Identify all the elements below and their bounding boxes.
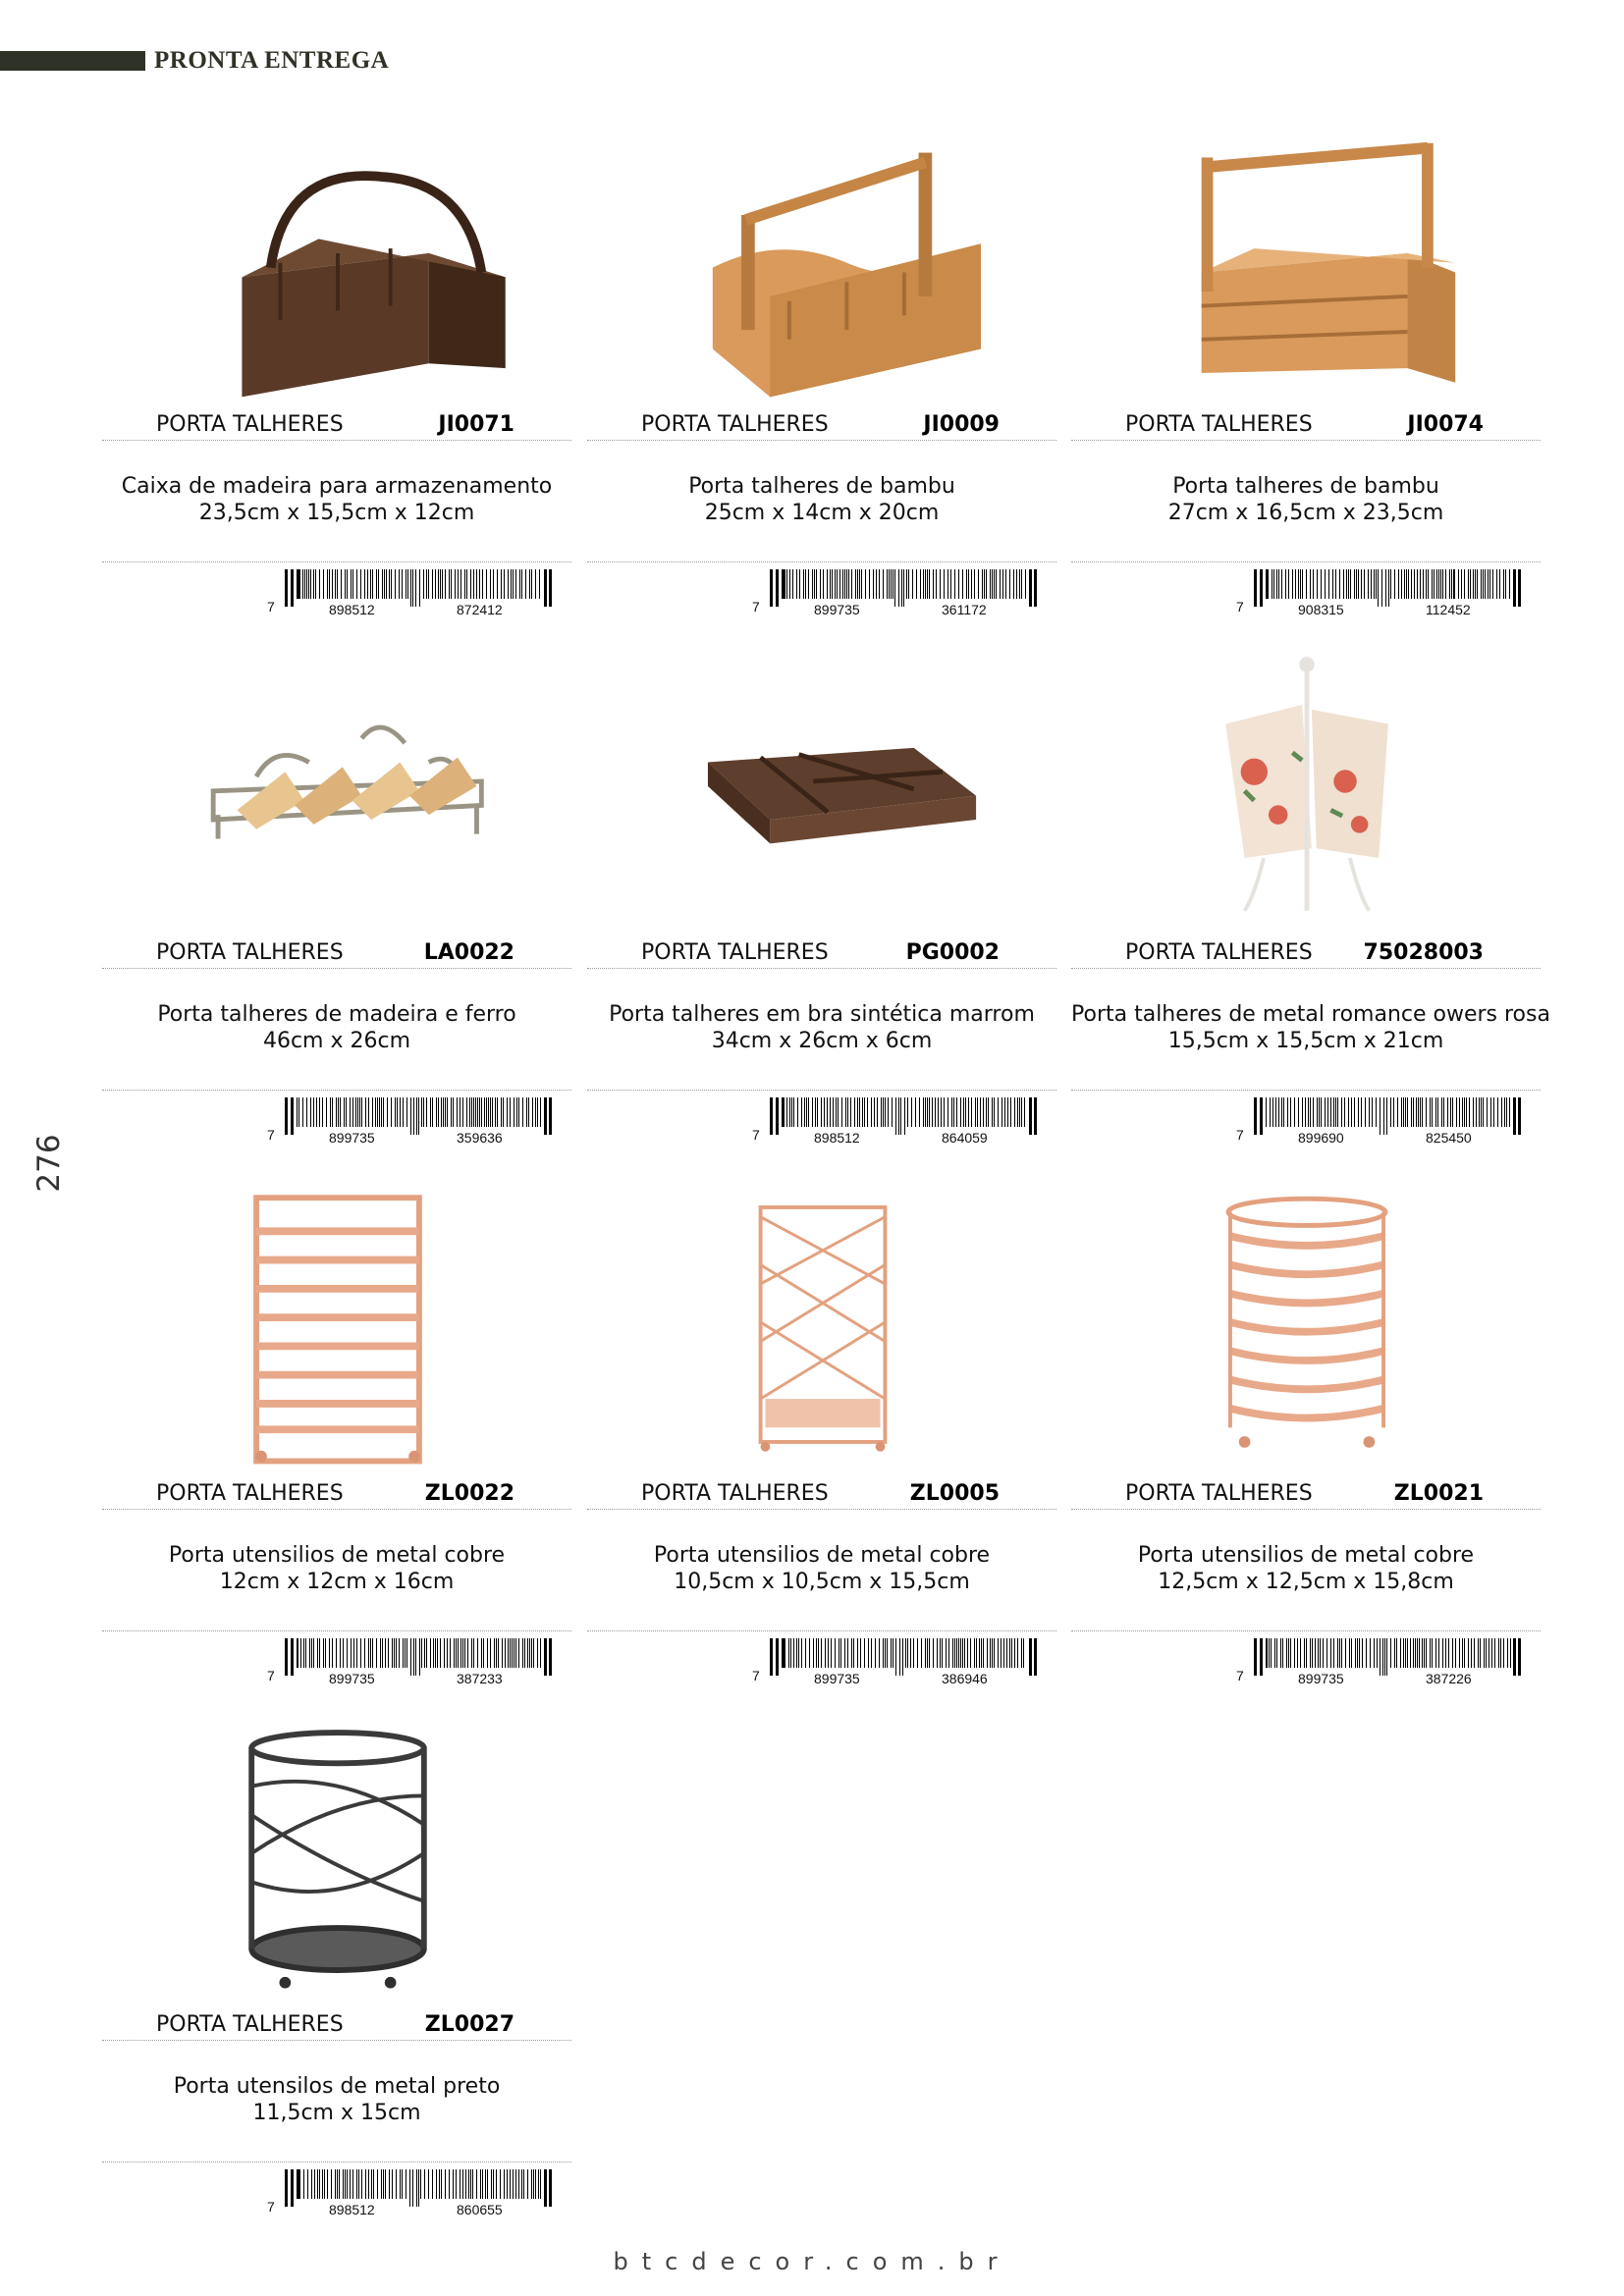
product-name-row <box>1071 1475 1541 1510</box>
barcode-right-digits: 359636 <box>454 1130 506 1146</box>
barcode-left-digits: 898512 <box>326 602 378 617</box>
product-description <box>587 1001 1056 1054</box>
barcode <box>267 2169 552 2218</box>
divider <box>102 561 571 562</box>
description-line: Porta talheres de bambu <box>688 474 955 499</box>
barcode-prefix: 7 <box>267 2199 275 2215</box>
barcode-left-digits: 898512 <box>811 1130 863 1146</box>
product-card <box>1071 634 1550 1149</box>
product-description <box>587 473 1056 526</box>
product-name: PORTA TALHERES <box>641 1481 829 1506</box>
barcode-prefix: 7 <box>267 1668 275 1683</box>
product-name: PORTA TALHERES <box>641 940 829 965</box>
description-line: Porta utensilos de metal preto <box>173 2074 501 2099</box>
product-photo <box>141 634 534 929</box>
product-code: JI0071 <box>438 412 514 437</box>
barcode-left-digits: 899735 <box>1295 1671 1347 1686</box>
barcode <box>752 569 1037 618</box>
barcode-left-digits: 899735 <box>811 602 863 617</box>
barcode-prefix: 7 <box>267 1127 275 1143</box>
barcode-prefix: 7 <box>752 599 760 614</box>
product-description <box>102 1542 571 1595</box>
product-description <box>587 1542 1056 1595</box>
product-photo <box>141 1175 534 1469</box>
product-photo <box>626 106 1019 400</box>
barcode <box>267 569 552 618</box>
barcode-bars <box>285 2169 552 2207</box>
product-name-row <box>587 406 1056 441</box>
product-photo <box>1110 1175 1503 1469</box>
header-bar <box>0 51 145 71</box>
barcode-right-digits: 872412 <box>454 602 506 617</box>
product-card <box>1071 106 1541 621</box>
barcode-right-digits: 860655 <box>454 2202 506 2217</box>
description-line: Porta utensilios de metal cobre <box>168 1543 506 1568</box>
product-name: PORTA TALHERES <box>641 412 829 437</box>
product-name-row <box>102 1475 571 1510</box>
dimensions-line: 11,5cm x 15cm <box>252 2101 421 2125</box>
barcode-right-digits: 387226 <box>1423 1671 1475 1686</box>
product-code: ZL0022 <box>424 1481 514 1506</box>
product-name-row <box>102 406 571 441</box>
description-line: Porta talheres de metal romance owers rosa <box>1071 1002 1550 1027</box>
product-card <box>102 1706 571 2221</box>
product-code: ZL0027 <box>424 2012 514 2037</box>
divider <box>587 561 1056 562</box>
divider <box>587 1630 1056 1631</box>
section-title: PRONTA ENTREGA <box>154 47 390 74</box>
divider <box>587 1090 1056 1091</box>
barcode <box>1236 1638 1521 1687</box>
description-line: Porta utensilios de metal cobre <box>1137 1543 1475 1568</box>
product-description <box>1071 1542 1541 1595</box>
barcode-bars <box>1254 1097 1521 1135</box>
barcode-bars <box>770 569 1037 607</box>
divider <box>102 1630 571 1631</box>
product-name: PORTA TALHERES <box>156 2012 344 2037</box>
product-photo <box>1110 634 1503 929</box>
barcode-bars <box>1254 1638 1521 1676</box>
product-card <box>587 106 1056 621</box>
dimensions-line: 27cm x 16,5cm x 23,5cm <box>1167 501 1444 525</box>
product-name: PORTA TALHERES <box>1125 412 1313 437</box>
dimensions-line: 15,5cm x 15,5cm x 21cm <box>1167 1029 1444 1053</box>
barcode-right-digits: 825450 <box>1423 1130 1475 1146</box>
barcode-right-digits: 864059 <box>939 1130 991 1146</box>
product-name-row <box>1071 934 1541 969</box>
dimensions-line: 12cm x 12cm x 16cm <box>219 1570 455 1594</box>
divider <box>102 2162 571 2163</box>
description-line: Porta utensilios de metal cobre <box>653 1543 991 1568</box>
barcode <box>752 1097 1037 1147</box>
footer-url: btcdecor.com.br <box>613 2248 1011 2275</box>
product-card <box>587 634 1056 1149</box>
barcode-prefix: 7 <box>752 1668 760 1683</box>
product-code: PG0002 <box>905 940 1000 965</box>
product-name: PORTA TALHERES <box>156 1481 344 1506</box>
divider <box>102 1090 571 1091</box>
product-name-row <box>587 1475 1056 1510</box>
barcode-bars <box>285 569 552 607</box>
product-description <box>1071 473 1541 526</box>
dimensions-line: 46cm x 26cm <box>262 1029 411 1053</box>
description-line: Porta talheres de bambu <box>1172 474 1439 499</box>
page-number: 276 <box>31 1134 67 1193</box>
barcode-bars <box>285 1097 552 1135</box>
barcode-bars <box>285 1638 552 1676</box>
barcode <box>267 1097 552 1147</box>
product-name-row <box>102 2006 571 2041</box>
barcode-right-digits: 386946 <box>939 1671 991 1686</box>
dimensions-line: 12,5cm x 12,5cm x 15,8cm <box>1158 1570 1454 1594</box>
product-name-row <box>102 934 571 969</box>
divider <box>1071 561 1541 562</box>
barcode-prefix: 7 <box>752 1127 760 1143</box>
barcode <box>1236 1097 1521 1147</box>
product-card <box>102 634 571 1149</box>
barcode-prefix: 7 <box>1236 599 1244 614</box>
barcode <box>267 1638 552 1687</box>
barcode-prefix: 7 <box>1236 1668 1244 1683</box>
product-code: JI0009 <box>923 412 1000 437</box>
description-line: Porta talheres em bra sintética marrom <box>609 1002 1035 1027</box>
product-description <box>102 2073 571 2126</box>
divider <box>1071 1090 1541 1091</box>
divider <box>1071 1630 1541 1631</box>
dimensions-line: 25cm x 14cm x 20cm <box>704 501 940 525</box>
product-photo <box>626 634 1019 929</box>
product-card <box>1071 1175 1541 1690</box>
barcode-left-digits: 908315 <box>1295 602 1347 617</box>
barcode-right-digits: 387233 <box>454 1671 506 1686</box>
barcode-left-digits: 898512 <box>326 2202 378 2217</box>
dimensions-line: 34cm x 26cm x 6cm <box>711 1029 933 1053</box>
product-code: 75028003 <box>1363 940 1484 965</box>
product-photo <box>141 106 534 400</box>
dimensions-line: 10,5cm x 10,5cm x 15,5cm <box>674 1570 970 1594</box>
barcode-left-digits: 899690 <box>1295 1130 1347 1146</box>
product-photo <box>141 1706 534 2001</box>
product-name-row <box>1071 406 1541 441</box>
product-photo <box>626 1175 1019 1469</box>
barcode-right-digits: 112452 <box>1423 602 1474 617</box>
product-description <box>102 1001 571 1054</box>
product-name: PORTA TALHERES <box>156 412 344 437</box>
barcode-bars <box>770 1638 1037 1676</box>
barcode-left-digits: 899735 <box>811 1671 863 1686</box>
product-card <box>587 1175 1056 1690</box>
product-card <box>102 106 571 621</box>
product-card <box>102 1175 571 1690</box>
product-description <box>1071 1001 1550 1054</box>
barcode-bars <box>770 1097 1037 1135</box>
product-code: LA0022 <box>423 940 514 965</box>
product-name: PORTA TALHERES <box>1125 940 1313 965</box>
barcode-prefix: 7 <box>267 599 275 614</box>
barcode-prefix: 7 <box>1236 1127 1244 1143</box>
barcode-bars <box>1254 569 1521 607</box>
product-name: PORTA TALHERES <box>156 940 344 965</box>
description-line: Caixa de madeira para armazenamento <box>121 474 553 499</box>
product-code: JI0074 <box>1407 412 1484 437</box>
description-line: Porta talheres de madeira e ferro <box>157 1002 516 1027</box>
product-code: ZL0005 <box>909 1481 1000 1506</box>
barcode-left-digits: 899735 <box>326 1671 378 1686</box>
product-name: PORTA TALHERES <box>1125 1481 1313 1506</box>
product-photo <box>1110 106 1503 400</box>
barcode <box>752 1638 1037 1687</box>
product-name-row <box>587 934 1056 969</box>
dimensions-line: 23,5cm x 15,5cm x 12cm <box>198 501 475 525</box>
product-code: ZL0021 <box>1393 1481 1484 1506</box>
barcode <box>1236 569 1521 618</box>
barcode-right-digits: 361172 <box>939 602 990 617</box>
barcode-left-digits: 899735 <box>326 1130 378 1146</box>
product-description <box>102 473 571 526</box>
